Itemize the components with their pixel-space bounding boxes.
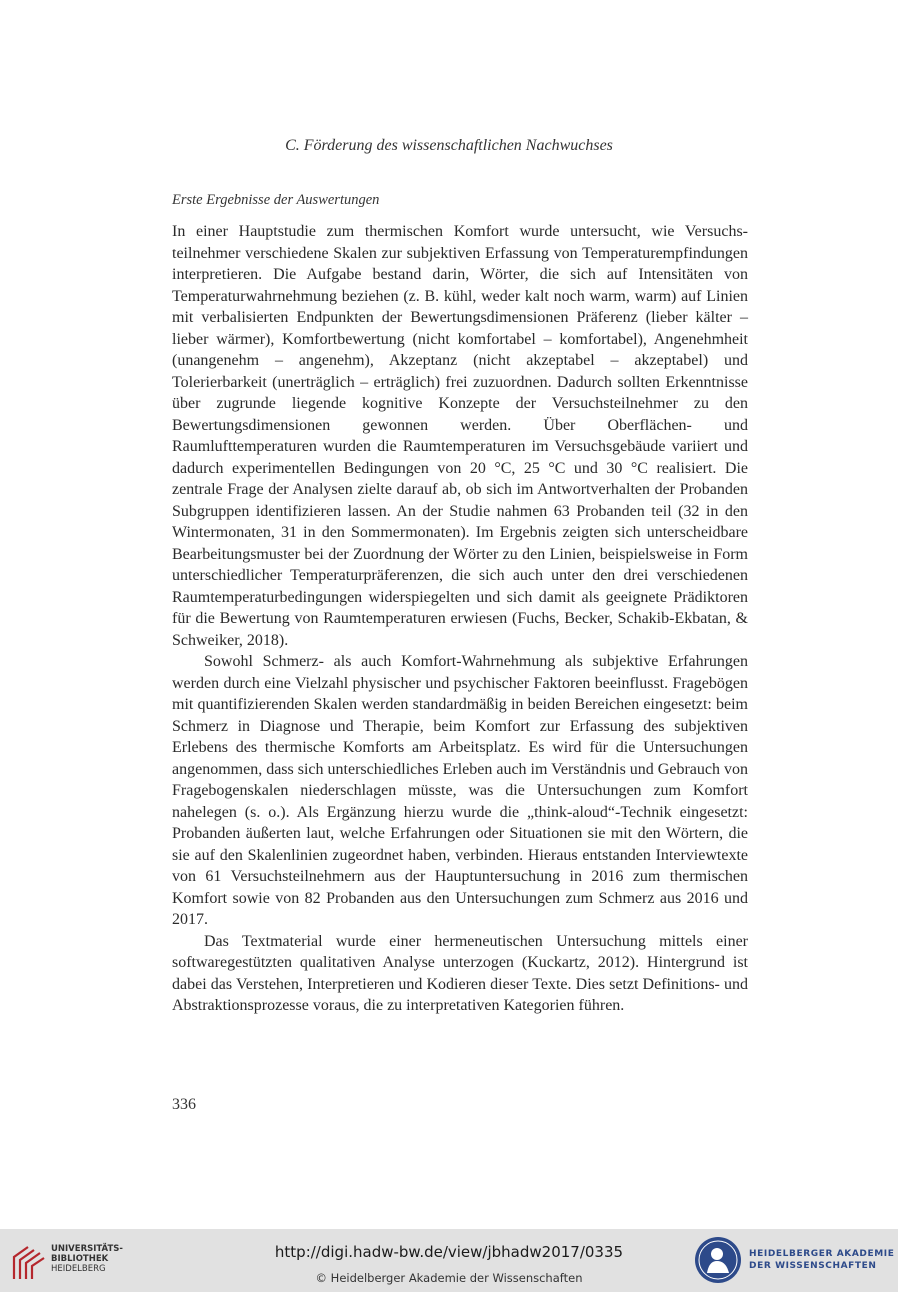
footer-bar <box>0 1229 898 1292</box>
ub-logo-line-1: UNIVERSITÄTS- <box>51 1244 123 1254</box>
academy-logo-line-1: HEIDELBERGER AKADEMIE <box>749 1249 895 1259</box>
academy-logo-line-2: DER WISSENSCHAFTEN <box>749 1261 877 1271</box>
page-number: 336 <box>172 1096 196 1113</box>
paragraph-2: Sowohl Schmerz- als auch Komfort-Wahrnehmung als subjektive Erfahrungen werden durch eine Vielzahl physischer und psychischer Faktoren beeinflusst. Fragebögen mit quantifizierenden Skalen werden standardmäßig in beiden Bereichen eingesetzt: beim Schmerz in Diagnose und Therapie, beim Komfort zur Erfassung des subjektiven Erlebens des thermische Komforts am Arbeitsplatz. Es wird für die Untersuchungen angenommen, dass sich unterschiedliches Erleben auch im Verständnis und Gebrauch von Fragebogenskalen niederschlagen müsste, was die Untersuchungen zum Komfort nahelegen (s. o.). Als Ergänzung hierzu wurde die „think-aloud“-Technik eingesetzt: Probanden äußerten laut, welche Erfahrungen oder Situationen sie mit den Wörtern, die sie auf den Skalenlinien zugeordnet haben, verbinden. Hieraus entstanden Interviewtexte von 61 Versuchsteilnehmern aus der Hauptuntersuchung in 2016 zum thermischen Komfort sowie von 82 Probanden aus den Untersuchungen zum Schmerz aus 2016 und 2017. <box>172 653 748 928</box>
paragraph-3: Das Textmaterial wurde einer hermeneutischen Untersuchung mittels einer softwaregestützten qualitativen Analyse unterzogen (Kuckartz, 2012). Hintergrund ist dabei das Verstehen, Interpretieren und Kodieren dieser Texte. Dies setzt Definitions- und Abstraktionsprozesse voraus, die zu interpretativen Kategorien führen. <box>172 932 748 1014</box>
ub-logo-line-3: HEIDELBERG <box>51 1264 106 1274</box>
copyright-notice: © Heidelberger Akademie der Wissenschaften <box>315 1271 583 1285</box>
section-heading: Erste Ergebnisse der Auswertungen <box>172 192 380 208</box>
academy-logo-text <box>749 1248 895 1272</box>
running-header: C. Förderung des wissenschaftlichen Nachwuchses <box>285 137 613 154</box>
paragraph-1: In einer Hauptstudie zum thermischen Komfort wurde untersucht, wie Versuchsteilnehmer verschiedene Skalen zur subjektiven Erfassung von Temperaturempfindungen interpretieren. Die Aufgabe bestand darin, Wörter, die sich auf Intensitäten von Temperaturwahrnehmung beziehen (z. B. kühl, weder kalt noch warm, warm) auf Linien mit verbalisierten Endpunkten der Bewertungsdimensionen Präferenz (lieber kälter – lieber wärmer), Komfortbewertung (nicht komfortabel – komfortabel), Angenehmheit (unangenehm – angenehm), Akzeptanz (nicht akzeptabel – akzeptabel) und Tolerierbarkeit (unerträglich – erträglich) frei zuzuordnen. Dadurch sollten Erkenntnisse über zugrunde liegende kognitive Konzepte der Versuchsteilnehmer zu den Bewertungsdimensionen gewonnen werden. Über Oberflächen- und Raumlufttemperaturen wurden die Raumtemperaturen im Versuchsgebäude variiert und dadurch experimentellen Bedingungen von 20 °C, 25 °C und 30 °C realisiert. Die zentrale Frage der Analysen zielte darauf ab, ob sich im Antwortverhalten der Probanden Subgruppen identifizieren lassen. An der Studie nahmen 63 Probanden teil (32 in den Wintermonaten, 31 in den Sommermonaten). Im Ergebnis zeigten sich unterscheidbare Bearbeitungsmuster bei der Zuordnung der Wörter zu den Linien, beispielsweise in Form unterschiedlicher Temperaturpräferenzen, die sich auch unter den drei verschiedenen Raumtemperaturbedingungen widerspiegelten und sich damit als geeignete Prädiktoren für die Bewertung von Raumtemperaturen erwiesen (Fuchs, Becker, Schakib-Ekbatan, & Schweiker, 2018). <box>172 223 748 649</box>
body-text <box>172 221 748 1017</box>
academy-seal-icon[interactable] <box>693 1235 743 1285</box>
ub-logo-line-2: BIBLIOTHEK <box>51 1254 109 1264</box>
document-url-link[interactable]: http://digi.hadw-bw.de/view/jbhadw2017/0335 <box>274 1243 624 1261</box>
